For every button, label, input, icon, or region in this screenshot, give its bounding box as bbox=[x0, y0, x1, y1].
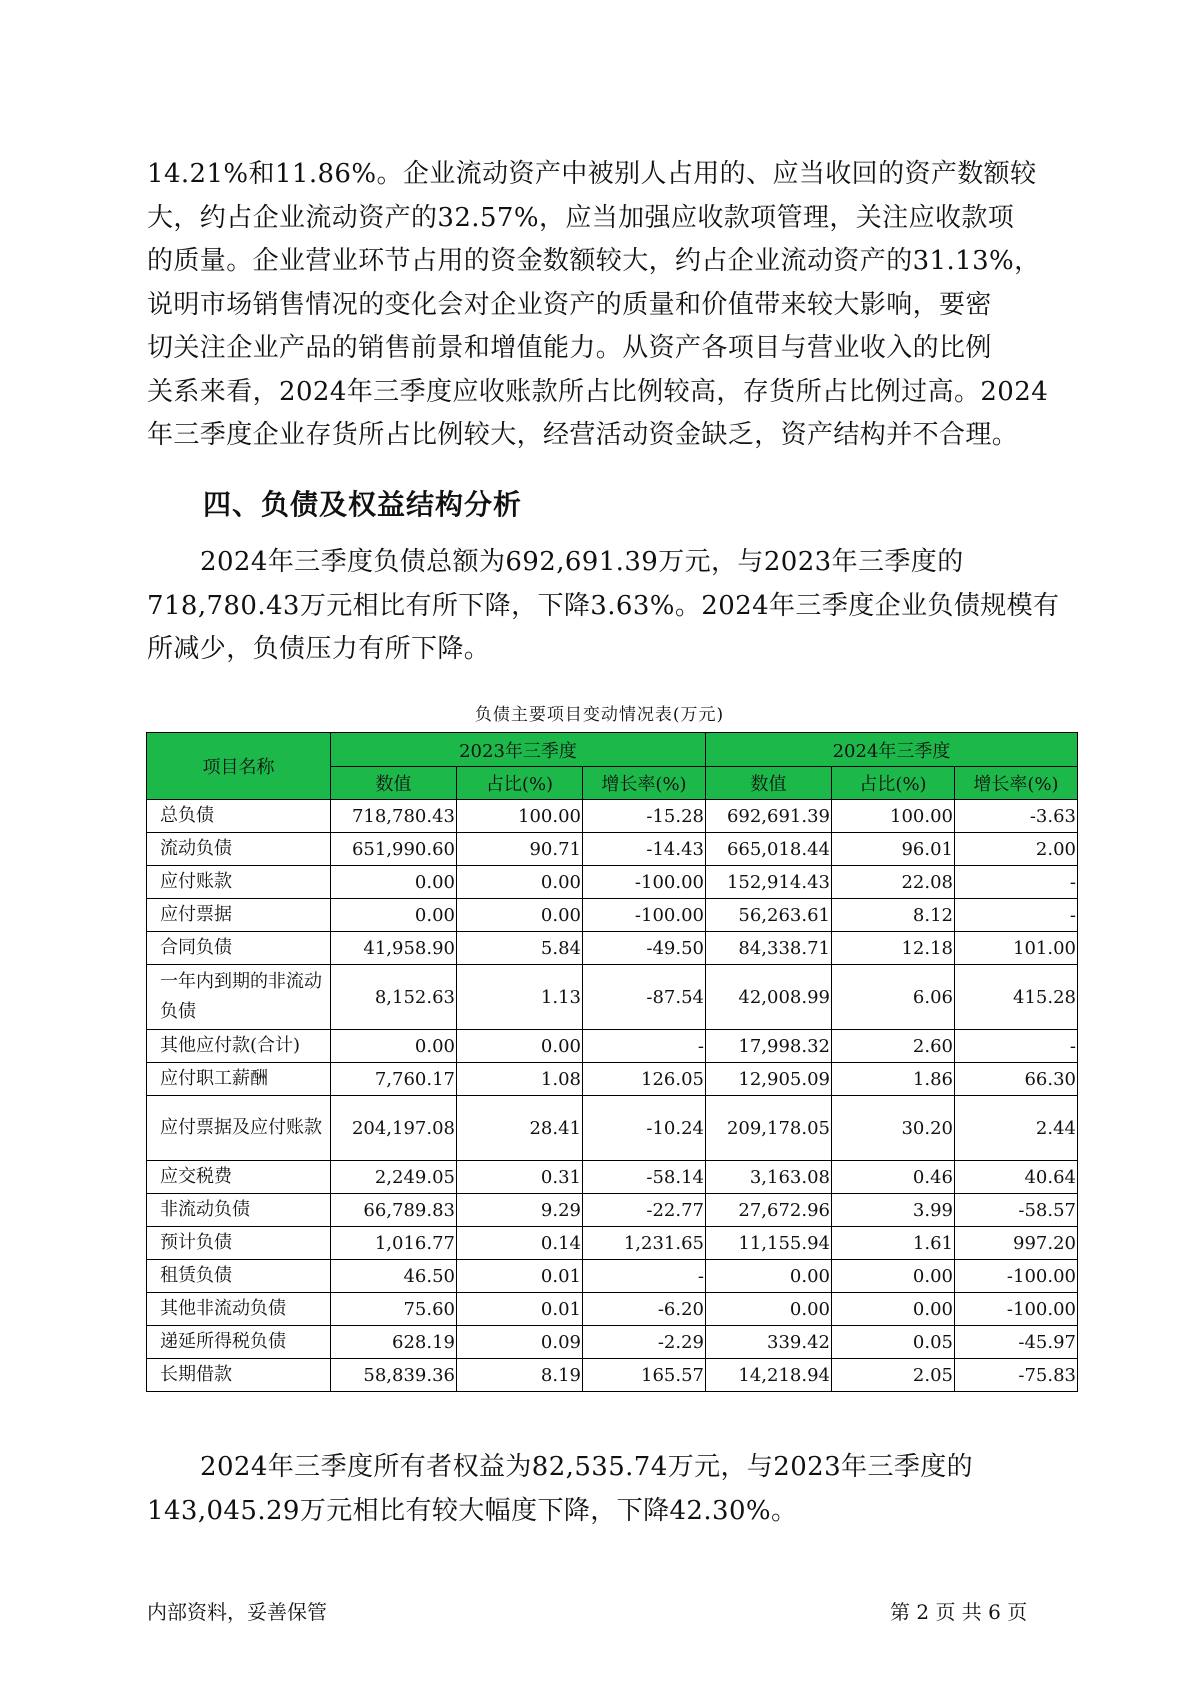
text-line: 14.21%和11.86%。企业流动资产中被别人占用的、应当收回的资产数额较 bbox=[147, 159, 1037, 189]
cell-growth-2023: -87.54 bbox=[583, 965, 706, 1030]
cell-share-2024: 2.05 bbox=[832, 1359, 955, 1392]
table-row bbox=[147, 1030, 1078, 1063]
cell-item-name: 其他应付款(合计) bbox=[147, 1030, 331, 1063]
cell-share-2023: 0.00 bbox=[457, 899, 583, 932]
cell-growth-2024: -100.00 bbox=[955, 1293, 1078, 1326]
text-line: 2024年三季度所有者权益为82,535.74万元，与2023年三季度的 bbox=[200, 1452, 974, 1482]
cell-growth-2024: 66.30 bbox=[955, 1063, 1078, 1096]
cell-value-2023: 46.50 bbox=[331, 1260, 457, 1293]
cell-share-2023: 8.19 bbox=[457, 1359, 583, 1392]
cell-growth-2024: -100.00 bbox=[955, 1260, 1078, 1293]
cell-share-2023: 0.01 bbox=[457, 1260, 583, 1293]
cell-growth-2023: -49.50 bbox=[583, 932, 706, 965]
table-row bbox=[147, 932, 1078, 965]
cell-growth-2024: 101.00 bbox=[955, 932, 1078, 965]
table-row bbox=[147, 1063, 1078, 1096]
cell-item-name: 其他非流动负债 bbox=[147, 1293, 331, 1326]
text-line: 718,780.43万元相比有所下降，下降3.63%。2024年三季度企业负债规模有 bbox=[147, 590, 1060, 621]
cell-growth-2023: -10.24 bbox=[583, 1096, 706, 1161]
cell-value-2024: 665,018.44 bbox=[706, 833, 832, 866]
cell-value-2023: 0.00 bbox=[331, 1030, 457, 1063]
text-line: 143,045.29万元相比有较大幅度下降，下降42.30%。 bbox=[147, 1495, 798, 1526]
header-share-2024: 占比(%) bbox=[832, 767, 955, 800]
cell-share-2024: 0.46 bbox=[832, 1161, 955, 1194]
cell-share-2024: 0.05 bbox=[832, 1326, 955, 1359]
header-group-2023: 2023年三季度 bbox=[331, 733, 706, 767]
cell-share-2023: 1.13 bbox=[457, 965, 583, 1030]
table-row bbox=[147, 899, 1078, 932]
cell-value-2024: 27,672.96 bbox=[706, 1194, 832, 1227]
cell-value-2023: 0.00 bbox=[331, 899, 457, 932]
cell-share-2024: 1.86 bbox=[832, 1063, 955, 1096]
table-row bbox=[147, 833, 1078, 866]
header-growth-2023: 增长率(%) bbox=[583, 767, 706, 800]
cell-growth-2023: -6.20 bbox=[583, 1293, 706, 1326]
cell-value-2024: 11,155.94 bbox=[706, 1227, 832, 1260]
cell-item-name: 应付票据 bbox=[147, 899, 331, 932]
cell-value-2024: 84,338.71 bbox=[706, 932, 832, 965]
cell-share-2023: 0.09 bbox=[457, 1326, 583, 1359]
cell-growth-2023: -2.29 bbox=[583, 1326, 706, 1359]
cell-value-2024: 0.00 bbox=[706, 1293, 832, 1326]
cell-value-2023: 204,197.08 bbox=[331, 1096, 457, 1161]
cell-share-2024: 1.61 bbox=[832, 1227, 955, 1260]
header-value-2024: 数值 bbox=[706, 767, 832, 800]
cell-value-2024: 12,905.09 bbox=[706, 1063, 832, 1096]
cell-growth-2023: - bbox=[583, 1030, 706, 1063]
cell-value-2023: 2,249.05 bbox=[331, 1161, 457, 1194]
cell-growth-2023: -15.28 bbox=[583, 800, 706, 833]
cell-growth-2023: 126.05 bbox=[583, 1063, 706, 1096]
cell-value-2024: 0.00 bbox=[706, 1260, 832, 1293]
cell-growth-2024: -45.97 bbox=[955, 1326, 1078, 1359]
cell-share-2024: 0.00 bbox=[832, 1260, 955, 1293]
cell-growth-2024: 2.00 bbox=[955, 833, 1078, 866]
text-line: 大，约占企业流动资产的32.57%，应当加强应收款项管理，关注应收款项 bbox=[147, 202, 1015, 233]
table-row bbox=[147, 1326, 1078, 1359]
table-row bbox=[147, 866, 1078, 899]
cell-share-2024: 6.06 bbox=[832, 965, 955, 1030]
cell-share-2023: 0.00 bbox=[457, 866, 583, 899]
header-value-2023: 数值 bbox=[331, 767, 457, 800]
cell-value-2023: 7,760.17 bbox=[331, 1063, 457, 1096]
cell-value-2024: 692,691.39 bbox=[706, 800, 832, 833]
cell-value-2023: 8,152.63 bbox=[331, 965, 457, 1030]
cell-value-2023: 75.60 bbox=[331, 1293, 457, 1326]
cell-value-2023: 718,780.43 bbox=[331, 800, 457, 833]
cell-value-2023: 628.19 bbox=[331, 1326, 457, 1359]
cell-item-name: 应付职工薪酬 bbox=[147, 1063, 331, 1096]
paragraph-asset-structure bbox=[147, 153, 1052, 458]
cell-growth-2023: 165.57 bbox=[583, 1359, 706, 1392]
cell-growth-2024: -75.83 bbox=[955, 1359, 1078, 1392]
cell-item-name: 应付账款 bbox=[147, 866, 331, 899]
cell-share-2024: 2.60 bbox=[832, 1030, 955, 1063]
cell-value-2024: 17,998.32 bbox=[706, 1030, 832, 1063]
cell-share-2023: 28.41 bbox=[457, 1096, 583, 1161]
cell-growth-2024: 997.20 bbox=[955, 1227, 1078, 1260]
cell-share-2024: 30.20 bbox=[832, 1096, 955, 1161]
cell-item-name: 预计负债 bbox=[147, 1227, 331, 1260]
cell-value-2024: 209,178.05 bbox=[706, 1096, 832, 1161]
cell-item-name: 一年内到期的非流动负债 bbox=[147, 965, 331, 1030]
cell-value-2024: 152,914.43 bbox=[706, 866, 832, 899]
text-line: 切关注企业产品的销售前景和增值能力。从资产各项目与营业收入的比例 bbox=[147, 333, 992, 363]
debt-table-body bbox=[147, 800, 1078, 1392]
cell-item-name: 租赁负债 bbox=[147, 1260, 331, 1293]
table-row bbox=[147, 1161, 1078, 1194]
table-row bbox=[147, 800, 1078, 833]
table-row bbox=[147, 1194, 1078, 1227]
section-heading: 四、负债及权益结构分析 bbox=[203, 488, 523, 521]
cell-share-2023: 0.00 bbox=[457, 1030, 583, 1063]
cell-growth-2024: - bbox=[955, 899, 1078, 932]
cell-growth-2023: -58.14 bbox=[583, 1161, 706, 1194]
header-growth-2024: 增长率(%) bbox=[955, 767, 1078, 800]
cell-share-2023: 0.31 bbox=[457, 1161, 583, 1194]
table-caption: 负债主要项目变动情况表(万元) bbox=[474, 705, 725, 725]
cell-item-name: 非流动负债 bbox=[147, 1194, 331, 1227]
table-row bbox=[147, 1227, 1078, 1260]
cell-share-2023: 0.01 bbox=[457, 1293, 583, 1326]
cell-share-2023: 100.00 bbox=[457, 800, 583, 833]
cell-item-name: 长期借款 bbox=[147, 1359, 331, 1392]
cell-growth-2023: -14.43 bbox=[583, 833, 706, 866]
cell-value-2023: 58,839.36 bbox=[331, 1359, 457, 1392]
debt-table bbox=[146, 732, 1078, 1392]
table-row bbox=[147, 1293, 1078, 1326]
cell-item-name: 递延所得税负债 bbox=[147, 1326, 331, 1359]
cell-value-2023: 1,016.77 bbox=[331, 1227, 457, 1260]
header-item-name: 项目名称 bbox=[147, 733, 331, 800]
text-line: 说明市场销售情况的变化会对企业资产的质量和价值带来较大影响，要密 bbox=[147, 289, 992, 320]
cell-value-2024: 56,263.61 bbox=[706, 899, 832, 932]
cell-item-name: 应付票据及应付账款 bbox=[147, 1096, 331, 1161]
cell-value-2024: 339.42 bbox=[706, 1326, 832, 1359]
cell-share-2023: 9.29 bbox=[457, 1194, 583, 1227]
cell-share-2024: 22.08 bbox=[832, 866, 955, 899]
cell-share-2023: 1.08 bbox=[457, 1063, 583, 1096]
cell-share-2023: 0.14 bbox=[457, 1227, 583, 1260]
cell-growth-2023: -100.00 bbox=[583, 899, 706, 932]
cell-growth-2024: 40.64 bbox=[955, 1161, 1078, 1194]
cell-value-2024: 42,008.99 bbox=[706, 965, 832, 1030]
text-line: 年三季度企业存货所占比例较大，经营活动资金缺乏，资产结构并不合理。 bbox=[147, 420, 1019, 450]
cell-growth-2023: -22.77 bbox=[583, 1194, 706, 1227]
paragraph-debt-summary bbox=[147, 541, 1060, 672]
cell-share-2023: 5.84 bbox=[457, 932, 583, 965]
cell-value-2023: 651,990.60 bbox=[331, 833, 457, 866]
cell-growth-2024: -58.57 bbox=[955, 1194, 1078, 1227]
cell-growth-2023: - bbox=[583, 1260, 706, 1293]
cell-growth-2024: - bbox=[955, 866, 1078, 899]
cell-share-2024: 12.18 bbox=[832, 932, 955, 965]
cell-value-2024: 3,163.08 bbox=[706, 1161, 832, 1194]
footer-confidential-note: 内部资料，妥善保管 bbox=[147, 1600, 327, 1624]
cell-share-2024: 8.12 bbox=[832, 899, 955, 932]
header-group-2024: 2024年三季度 bbox=[706, 733, 1078, 767]
cell-item-name: 应交税费 bbox=[147, 1161, 331, 1194]
cell-value-2023: 0.00 bbox=[331, 866, 457, 899]
cell-share-2024: 3.99 bbox=[832, 1194, 955, 1227]
cell-growth-2024: -3.63 bbox=[955, 800, 1078, 833]
cell-share-2024: 0.00 bbox=[832, 1293, 955, 1326]
table-row bbox=[147, 965, 1078, 1030]
cell-item-name: 合同负债 bbox=[147, 932, 331, 965]
cell-value-2023: 66,789.83 bbox=[331, 1194, 457, 1227]
header-share-2023: 占比(%) bbox=[457, 767, 583, 800]
cell-item-name: 流动负债 bbox=[147, 833, 331, 866]
text-line: 的质量。企业营业环节占用的资金数额较大，约占企业流动资产的31.13%， bbox=[147, 246, 1041, 276]
table-row bbox=[147, 1096, 1078, 1161]
paragraph-equity-summary bbox=[147, 1446, 1052, 1533]
footer-page-number: 第 2 页 共 6 页 bbox=[890, 1600, 1028, 1624]
text-line: 关系来看，2024年三季度应收账款所占比例较高，存货所占比例过高。2024 bbox=[147, 376, 1049, 407]
table-row bbox=[147, 1260, 1078, 1293]
cell-value-2023: 41,958.90 bbox=[331, 932, 457, 965]
cell-growth-2023: 1,231.65 bbox=[583, 1227, 706, 1260]
cell-share-2024: 96.01 bbox=[832, 833, 955, 866]
cell-growth-2024: 2.44 bbox=[955, 1096, 1078, 1161]
cell-growth-2024: - bbox=[955, 1030, 1078, 1063]
cell-share-2024: 100.00 bbox=[832, 800, 955, 833]
cell-share-2023: 90.71 bbox=[457, 833, 583, 866]
text-line: 2024年三季度负债总额为692,691.39万元，与2023年三季度的 bbox=[200, 547, 964, 577]
cell-value-2024: 14,218.94 bbox=[706, 1359, 832, 1392]
table-row bbox=[147, 1359, 1078, 1392]
cell-growth-2023: -100.00 bbox=[583, 866, 706, 899]
cell-item-name: 总负债 bbox=[147, 800, 331, 833]
text-line: 所减少，负债压力有所下降。 bbox=[147, 634, 491, 664]
cell-growth-2024: 415.28 bbox=[955, 965, 1078, 1030]
